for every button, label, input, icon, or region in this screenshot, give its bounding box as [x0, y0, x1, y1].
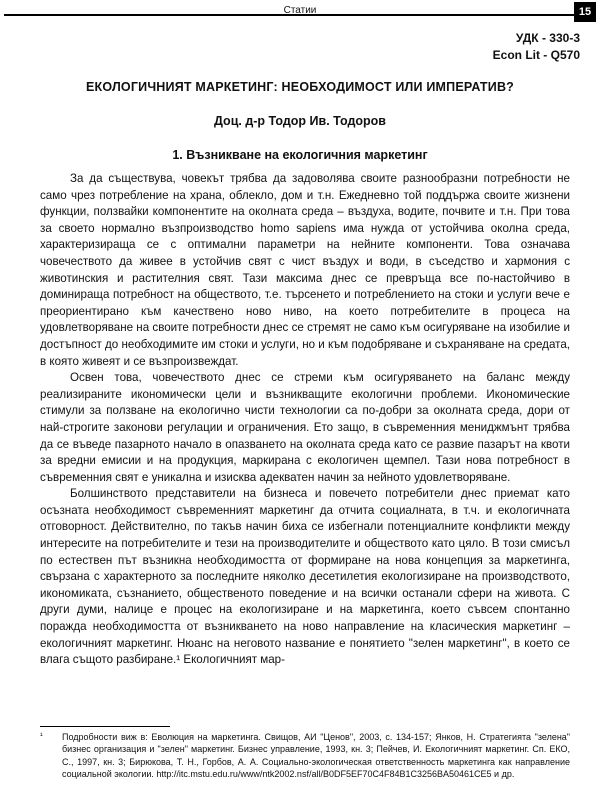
footnote	[40, 731, 570, 781]
footnote-divider	[40, 726, 170, 727]
body-paragraph: Освен това, човечеството днес се стреми към осигуряването на баланс между реализираните икономически цели и възникващите екологични проблеми. Икономические стимули за ползване на екологично чисти технологии са по-добри за околната среда, дори от най-строгите законови регулации и ограничения. Ето защо, в съвременния мениджмънт трябва да се въведе пазарното начало в опазването на околната среда като се развие пазарът на квоти за вредни емисии и на продукция, маркирана с екологичен щемпел. Тази нова потребност в съвременния свят е уникална и изисква адекватен начин за нейното удовлетворяване.	[40, 371, 570, 484]
body-paragraph: За да съществува, човекът трябва да задоволява своите разнообразни потребности не само чрез потребление на храна, облекло, дом и т.н. Ежедневно той поддържа своите жизнени функции, ползвайки компонентите на околната среда – въздуха, водите, почвите и т.н. При това за своето нормално възпроизводство homo sapiens има нужда от устойчива околна среда, характеризираща се с оптимални параметри на нейните компоненти. Това означава човечеството да живее в устойчив свят с чист въздух и води, в съседство и хармония с животинския и растителния свят. Тази максима днес се превръща все по-настойчиво в доминираща потребност на обществото, т.е. търсенето и потреблението на стоки и услуги вече е преориентирано към качествено ново ниво, на което потребителите в процеса на удовлетворяване на своите потребности днес се стремят не само към осигуряване на изобилие и достъпност до необходимите им стоки и услуги, но и към подобряване и съхраняване на средата, в която живеят и се възпроизвеждат.	[40, 172, 570, 368]
classification-codes	[493, 30, 580, 64]
body-paragraph: Болшинството представители на бизнеса и повечето потребители днес приемат като осъзната необходимост съвременният маркетинг да отчита социалната, в т.ч. и екологичната отговорност. Действително, по такъв начин биха се избегнали потенциалните конфликти между интересите на потребителите и тези на производителите и обществото като цяло. В този смисъл по естествен път възникна необходимостта от формиране на нова концепция за маркетинга, свързана с характерното за последните няколко десетилетия екологизиране на производството, икономиката, съзнанието, общественото поведение и на всички останали сфери на живота. С други думи, налице е процес на екологизиране и на маркетинга, което съвсем спонтанно поражда необходимостта от възникването на ново направление на класическия маркетинг – екологичният маркетинг. Нюанс на неговото название е понятието "зелен маркетинг", в което се влага същото разбиране.¹ Екологичният мар-	[40, 487, 570, 667]
udk-code: УДК - 330-3	[515, 31, 580, 45]
footnote-marker: ¹	[40, 731, 43, 740]
section-name: Статии	[283, 5, 317, 16]
footnote-text: Подробности виж в: Еволюция на маркетинга. Свищов, АИ "Ценов", 2003, с. 134-157; Янков, Н. Стратегията "зелена" бизнес организация и "зелен" маркетинг. Бизнес управление, 1993, кн. 3; Пейчев, И. Екологичният маркетинг. Сп. ЕКО, С., 1997, кн. 3; Бирюкова, Т. Н., Горбов, А. А. Социально-экологическая ответственность маркетинга как направление социальной экологии. http://itc.mstu.edu.ru/www/ntk2002.nsf/all/B0DF5EF70C4F84B1C3256BA50461CE5 и др.	[62, 732, 570, 780]
page-number: 15	[574, 2, 596, 22]
econlit-code: Econ Lit - Q570	[492, 48, 580, 62]
running-header	[4, 0, 596, 16]
section-heading: 1. Възникване на екологичния маркетинг	[172, 148, 428, 162]
article-author: Доц. д-р Тодор Ив. Тодоров	[214, 114, 386, 128]
article-body	[40, 171, 570, 669]
article-title: ЕКОЛОГИЧНИЯТ МАРКЕТИНГ: НЕОБХОДИМОСТ ИЛИ ИМПЕРАТИВ?	[85, 80, 515, 94]
